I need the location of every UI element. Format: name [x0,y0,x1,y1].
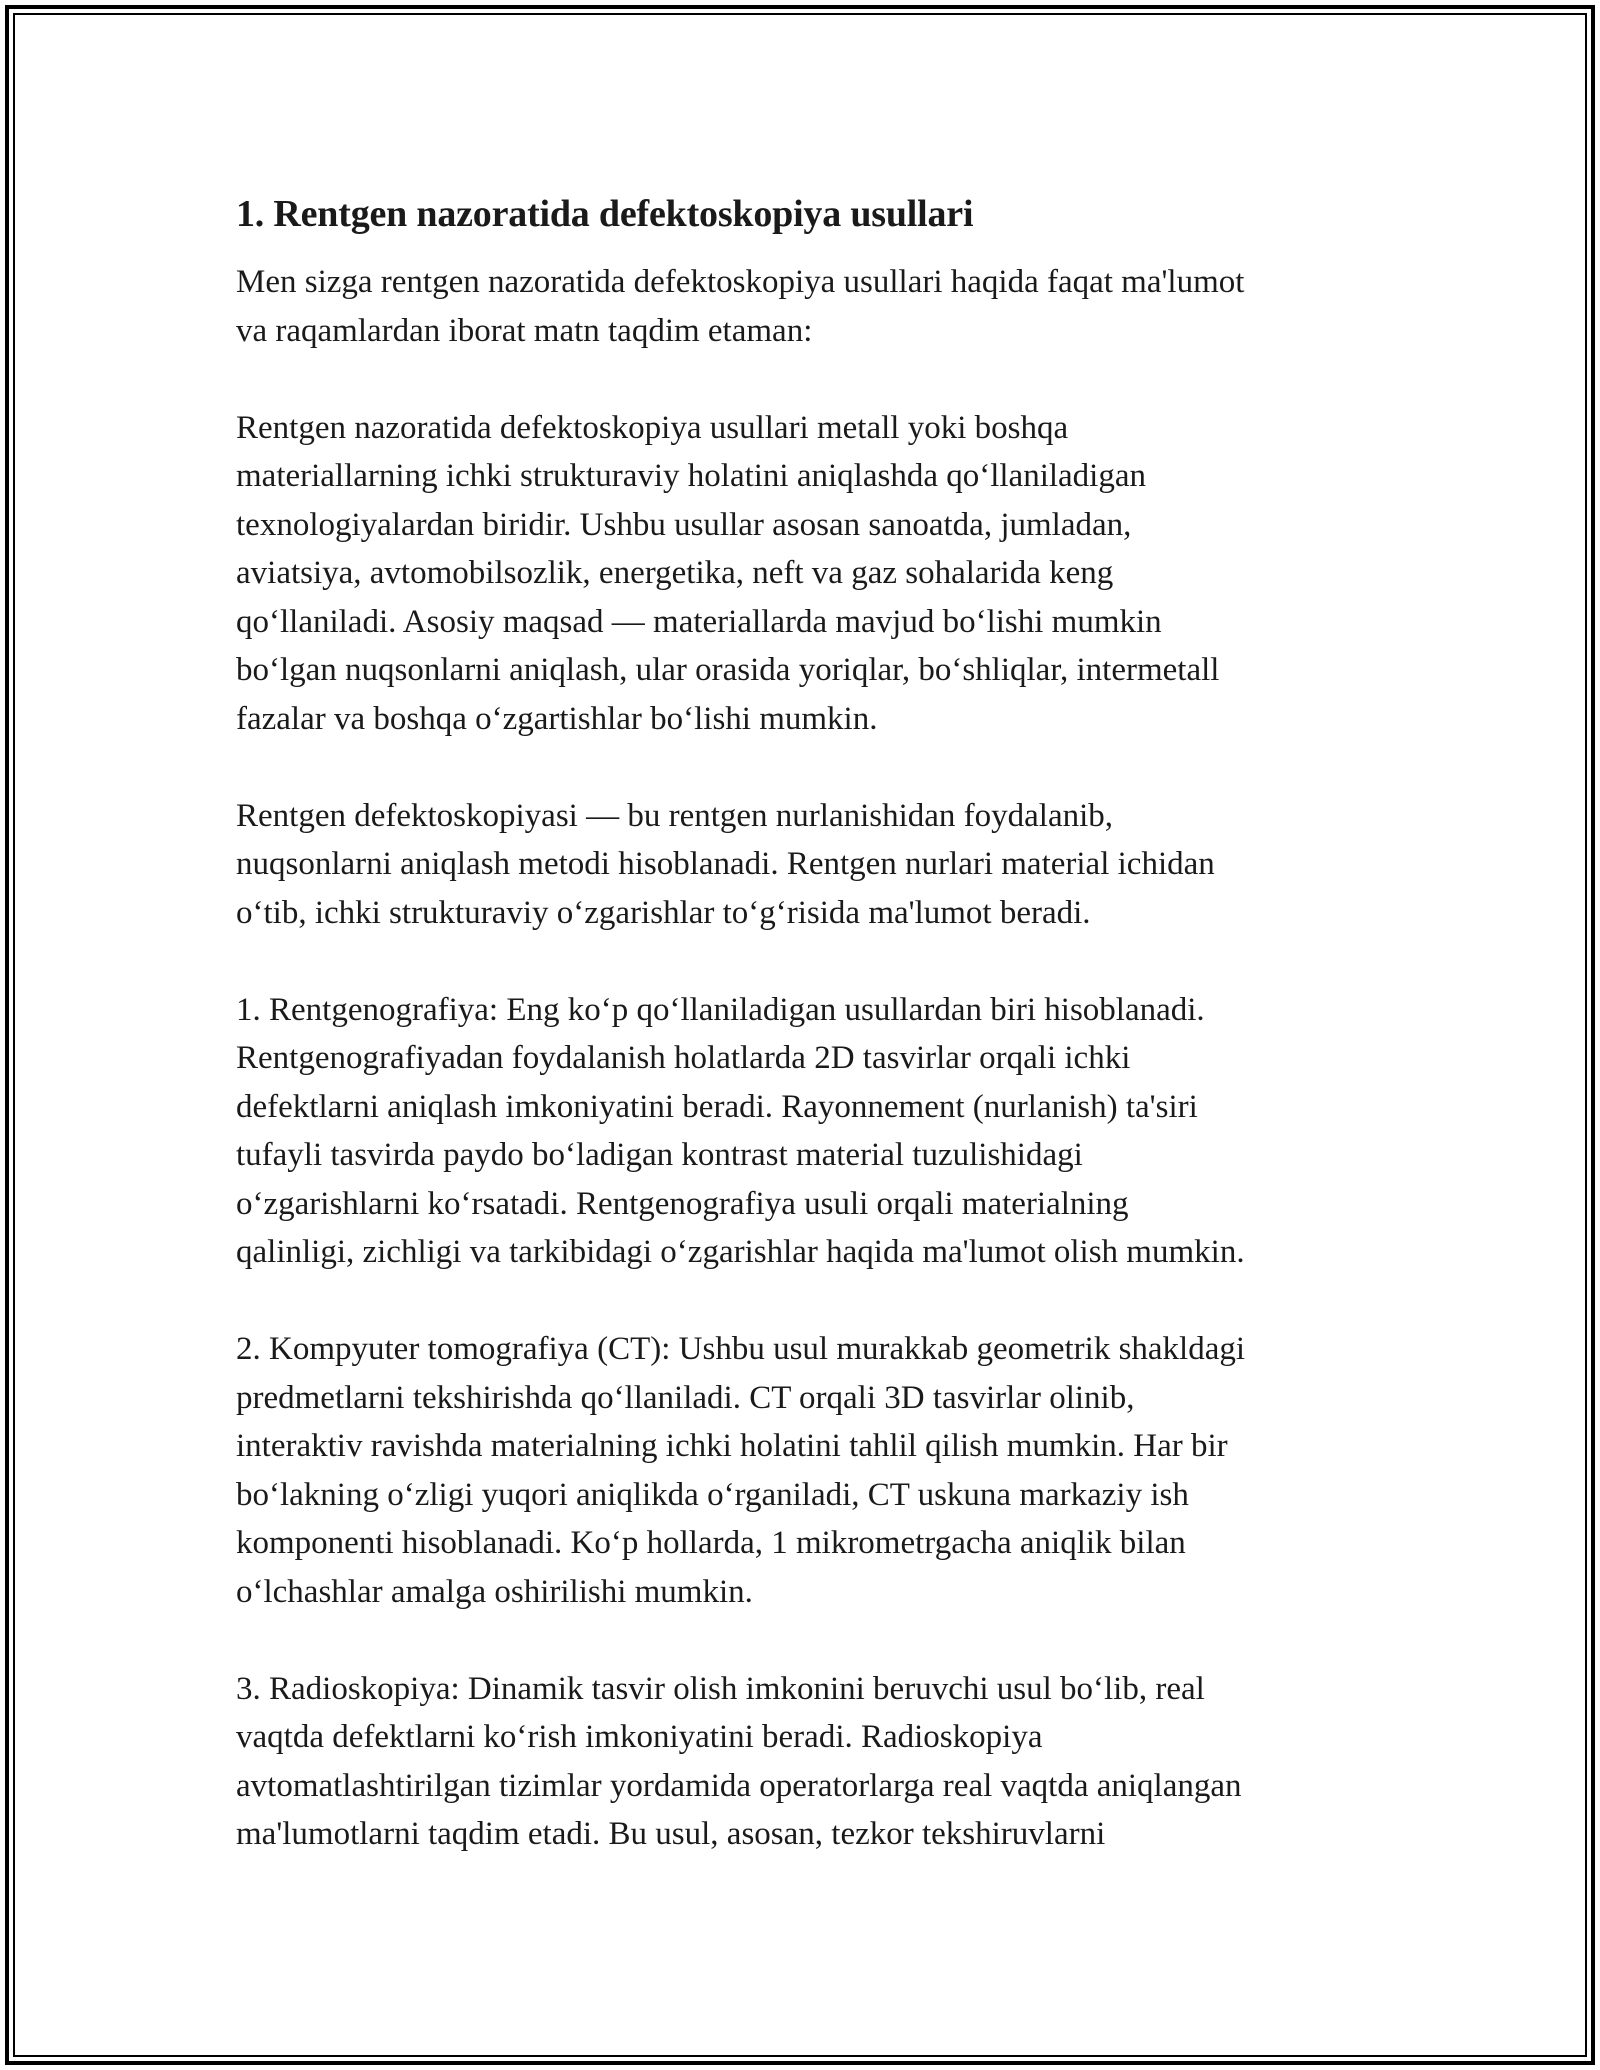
paragraph-definition [236,792,1386,938]
text-line: aviatsiya, avtomobilsozlik, energetika, neft va gaz sohalarida keng [236,555,1114,591]
text-line: materiallarning ichki strukturaviy holatini aniqlashda qoʻllaniladigan [236,458,1146,494]
text-line: Rentgen nazoratida defektoskopiya usullari metall yoki boshqa [236,409,1069,446]
text-line: nuqsonlarni aniqlash metodi hisoblanadi. Rentgen nurlari material ichidan [236,846,1215,882]
paragraph-rentgenografiya [236,986,1386,1277]
text-line: va raqamlardan iborat matn taqdim etaman: [236,312,813,349]
text-line: Men sizga rentgen nazoratida defektoskopiya usullari haqida faqat ma'lumot [236,264,1245,300]
document-body [236,188,1386,1907]
text-line: interaktiv ravishda materialning ichki holatini tahlil qilish mumkin. Har bir [236,1428,1228,1464]
text-line: 3. Radioskopiya: Dinamik tasvir olish imkonini beruvchi usul boʻlib, real [236,1670,1205,1707]
text-line: defektlarni aniqlash imkoniyatini beradi. Rayonnement (nurlanish) ta'siri [236,1088,1198,1125]
paragraph-overview [236,404,1386,744]
text-line: vaqtda defektlarni koʻrish imkoniyatini beradi. Radioskopiya [236,1719,1043,1755]
text-line: oʻlchashlar amalga oshirilishi mumkin. [236,1573,753,1610]
text-line: texnologiyalardan biridir. Ushbu usullar asosan sanoatda, jumladan, [236,506,1132,543]
text-line: boʻlakning oʻzligi yuqori aniqlikda oʻrganiladi, CT uskuna markaziy ish [236,1476,1189,1513]
text-line: avtomatlashtirilgan tizimlar yordamida operatorlarga real vaqtda aniqlangan [236,1767,1242,1804]
text-line: Rentgen defektoskopiyasi — bu rentgen nurlanishidan foydalanib, [236,797,1114,834]
text-line: komponenti hisoblanadi. Koʻp hollarda, 1 mikrometrgacha aniqlik bilan [236,1525,1186,1561]
text-line: tufayli tasvirda paydo boʻladigan kontrast material tuzulishidagi [236,1137,1083,1173]
paragraph-ct [236,1325,1386,1616]
text-line: oʻtib, ichki strukturaviy oʻzgarishlar toʻgʻrisida ma'lumot beradi. [236,894,1091,931]
text-line: 1. Rentgenografiya: Eng koʻp qoʻllaniladigan usullardan biri hisoblanadi. [236,991,1205,1028]
text-line: fazalar va boshqa oʻzgartishlar boʻlishi mumkin. [236,700,878,737]
text-line: oʻzgarishlarni koʻrsatadi. Rentgenografiya usuli orqali materialning [236,1185,1129,1222]
text-line: predmetlarni tekshirishda qoʻllaniladi. CT orqali 3D tasvirlar olinib, [236,1379,1135,1416]
text-line: boʻlgan nuqsonlarni aniqlash, ular orasida yoriqlar, boʻshliqlar, intermetall [236,652,1220,688]
text-line: qalinligi, zichligi va tarkibidagi oʻzgarishlar haqida ma'lumot olish mumkin. [236,1234,1245,1270]
text-line: ma'lumotlarni taqdim etadi. Bu usul, asosan, tezkor tekshiruvlarni [236,1816,1106,1852]
document-title: 1. Rentgen nazoratida defektoskopiya usullari [236,193,974,235]
paragraph-intro [236,258,1386,355]
text-line: Rentgenografiyadan foydalanish holatlarda 2D tasvirlar orqali ichki [236,1040,1131,1076]
text-line: qoʻllaniladi. Asosiy maqsad — materiallarda mavjud boʻlishi mumkin [236,603,1162,640]
paragraph-radioskopiya [236,1665,1386,1859]
text-line: 2. Kompyuter tomografiya (CT): Ushbu usul murakkab geometrik shakldagi [236,1331,1246,1367]
